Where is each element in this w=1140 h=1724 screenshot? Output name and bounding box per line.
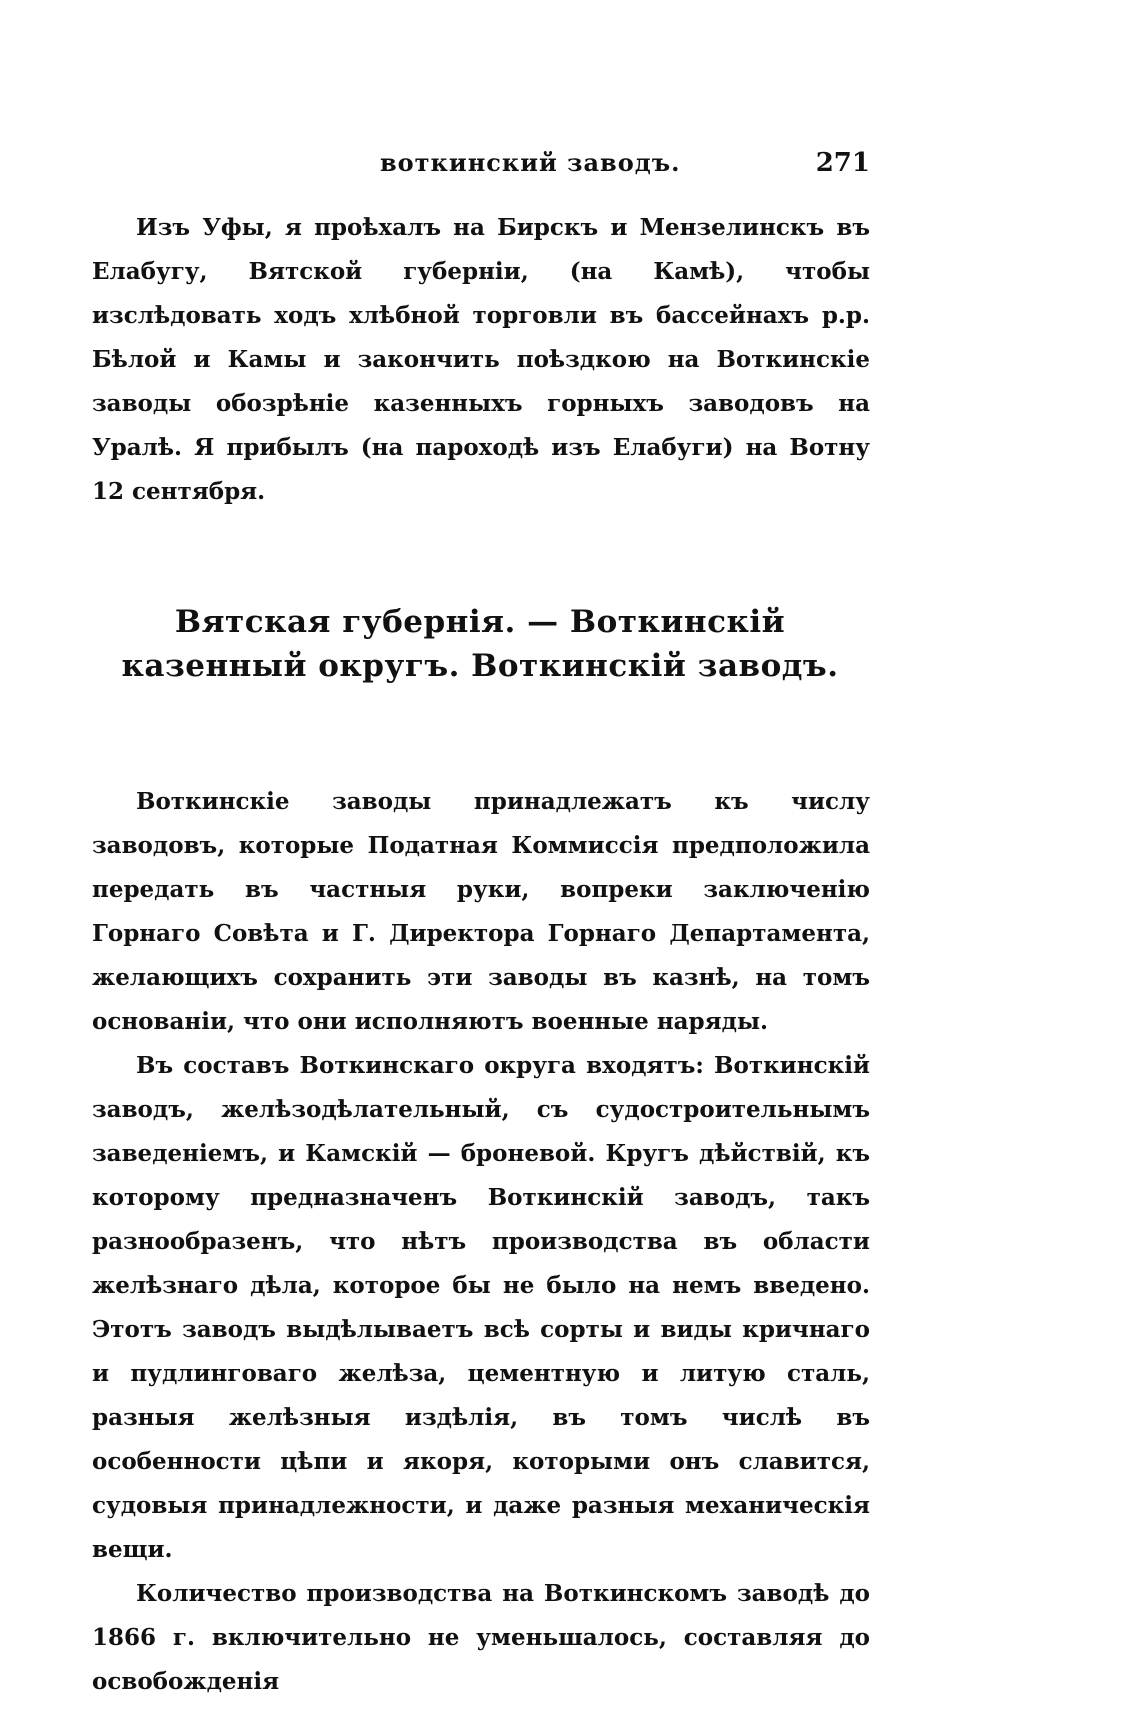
running-head (90, 148, 870, 188)
section-body (92, 780, 870, 1704)
intro-text (92, 206, 870, 514)
section-paragraph-2: Въ составъ Воткинскаго округа входятъ: Воткинскій заводъ, желѣзодѣлательный, съ судостроительнымъ заведеніемъ, и Камскій — броневой. Кругъ дѣйствій, къ которому предназначенъ Воткинскій заводъ, такъ разнообразенъ, что нѣтъ производства въ области желѣзнаго дѣла, которое бы не было на немъ введено. Этотъ заводъ выдѣлываетъ всѣ сорты и виды кричнаго и пудлинговаго желѣза, цементную и литую сталь, разныя желѣзныя издѣлія, въ томъ числѣ въ особенности цѣпи и якоря, которыми онъ славится, судовыя принадлежности, и даже разныя механическія вещи. (92, 1052, 870, 1563)
section-paragraph-3: Количество производства на Воткинскомъ заводѣ до 1866 г. включительно не уменьшалось, составляя до освобожденія (92, 1580, 870, 1695)
intro-paragraph: Изъ Уфы, я проѣхалъ на Бирскъ и Мензелинскъ въ Елабугу, Вятской губерніи, (на Камѣ), чтобы изслѣдовать ходъ хлѣбной торговли въ бассейнахъ р.р. Бѣлой и Камы и закончить поѣздкою на Воткинскіе заводы обозрѣніе казенныхъ горныхъ заводовъ на Уралѣ. Я прибылъ (на пароходѣ изъ Елабуги) на Вотну 12 сентября. (92, 214, 870, 505)
section-heading: Вятская губернія. — Воткинскій казенный округъ. Воткинскій заводъ. (121, 604, 839, 684)
running-title: воткинский заводъ. (380, 148, 681, 177)
section-paragraph-1: Воткинскіе заводы принадлежатъ къ числу заводовъ, которые Податная Коммиссія предположила передать въ частныя руки, вопреки заключенію Горнаго Совѣта и Г. Директора Горнаго Департамента, желающихъ сохранить эти заводы въ казнѣ, на томъ основаніи, что они исполняютъ военные наряды. (92, 788, 870, 1035)
page-number: 271 (815, 148, 870, 178)
